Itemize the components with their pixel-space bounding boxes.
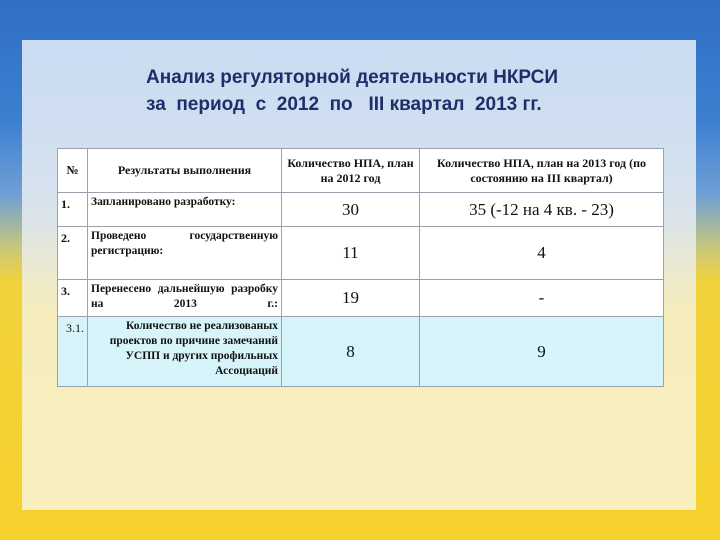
table-row-highlighted xyxy=(58,317,664,387)
table-row xyxy=(58,280,664,317)
row-result: Запланировано разработку: xyxy=(88,193,282,227)
row-plan-2013: 9 xyxy=(420,317,664,387)
row-result: Количество не реализованых проектов по причине замечаний УСПП и других профильных Ассоциаций xyxy=(88,317,282,387)
row-plan-2013: 4 xyxy=(420,227,664,280)
row-plan-2012: 8 xyxy=(282,317,420,387)
regulatory-activity-table xyxy=(57,148,664,387)
title-line-1: Анализ регуляторной деятельности НКРСИ xyxy=(146,67,558,88)
table-header-row xyxy=(58,149,664,193)
row-plan-2013: 35 (-12 на 4 кв. - 23) xyxy=(420,193,664,227)
slide-title xyxy=(146,64,686,118)
row-number: 3.1. xyxy=(58,317,88,387)
row-plan-2012: 11 xyxy=(282,227,420,280)
header-number: № xyxy=(58,149,88,193)
header-plan-2013: Количество НПА, план на 2013 год (по состоянию на III квартал) xyxy=(420,149,664,193)
row-plan-2013: - xyxy=(420,280,664,317)
row-number: 1. xyxy=(58,193,88,227)
header-plan-2012: Количество НПА, план на 2012 год xyxy=(282,149,420,193)
row-result: Проведено государственную регистрацию: xyxy=(88,227,282,280)
row-number: 2. xyxy=(58,227,88,280)
row-result: Перенесено дальнейшую разробку на 2013 г.: xyxy=(88,280,282,317)
row-plan-2012: 19 xyxy=(282,280,420,317)
row-plan-2012: 30 xyxy=(282,193,420,227)
row-number: 3. xyxy=(58,280,88,317)
table-row xyxy=(58,193,664,227)
header-results: Результаты выполнения xyxy=(88,149,282,193)
table-row xyxy=(58,227,664,280)
title-line-2: за период с 2012 по III квартал 2013 гг. xyxy=(146,94,542,115)
